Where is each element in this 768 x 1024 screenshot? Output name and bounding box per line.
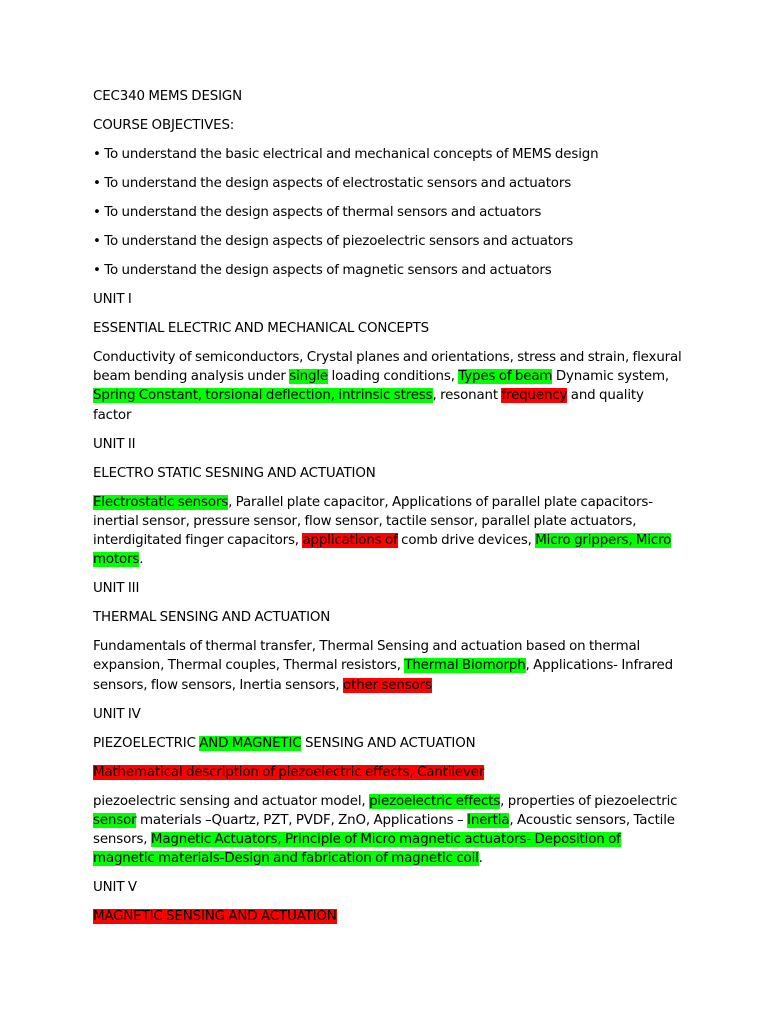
paragraph-6: [93, 261, 683, 280]
text-run: , Acoustic sensors, Tactile sensors,: [93, 812, 675, 848]
document-body: [93, 87, 683, 936]
paragraph-8: [93, 319, 683, 338]
highlight-green-text: Micro grippers, Micro motors: [93, 533, 672, 568]
text-run: loading conditions,: [328, 369, 459, 385]
paragraph-14: [93, 608, 683, 627]
text-run: UNIT I: [93, 292, 132, 307]
text-run: .: [139, 552, 144, 568]
highlight-green-text: Thermal Biomorph: [404, 658, 526, 674]
paragraph-21: [93, 907, 683, 926]
paragraph-0: [93, 87, 683, 106]
text-run: PIEZOELECTRIC: [93, 735, 200, 751]
text-run: • To understand the design aspects of magnetic sensors and actuators: [93, 263, 552, 278]
text-run: UNIT V: [93, 880, 137, 896]
highlight-green-text: Types of beam: [458, 369, 553, 385]
paragraph-5: [93, 232, 683, 251]
highlight-green-text: AND MAGNETIC: [199, 735, 302, 751]
paragraph-16: [93, 705, 683, 724]
text-run: materials –Quartz, PZT, PVDF, ZnO, Applications –: [136, 812, 468, 828]
text-run: CEC340 MEMS DESIGN: [93, 89, 243, 104]
paragraph-12: [93, 493, 683, 570]
text-run: and quality factor: [93, 388, 644, 423]
paragraph-7: [93, 290, 683, 309]
text-run: Fundamentals of thermal transfer, Thermal Sensing and actuation based on thermal expansion, Thermal couples, Thermal resistors,: [93, 639, 641, 674]
paragraph-11: [93, 464, 683, 483]
text-run: ESSENTIAL ELECTRIC AND MECHANICAL CONCEPTS: [93, 321, 430, 336]
text-run: SENSING AND ACTUATION: [301, 735, 476, 751]
highlight-green-text: piezoelectric effects: [369, 793, 501, 809]
text-run: , Applications- Infrared sensors, flow sensors, Inertia sensors,: [93, 658, 673, 693]
paragraph-1: [93, 116, 683, 135]
highlight-green-text: Magnetic Actuators, Principle of Micro magnetic actuators- Deposition of magnetic materials-Design and fabrication of magnetic coil: [93, 832, 621, 867]
text-run: , Parallel plate capacitor, Applications of parallel plate capacitors- inertial sensor, pressure sensor, flow sensor, tactile sensor, parallel plate actuators, interdigitated finger capacitors,: [93, 494, 653, 549]
highlight-green-text: Spring Constant, torsional deflection, intrinsic stress: [93, 388, 433, 404]
paragraph-17: [93, 734, 683, 753]
text-run: Dynamic system,: [552, 369, 669, 385]
paragraph-9: [93, 348, 683, 425]
text-run: , resonant: [432, 388, 502, 404]
text-run: • To understand the design aspects of electrostatic sensors and actuators: [93, 176, 572, 191]
paragraph-13: [93, 579, 683, 598]
text-run: • To understand the design aspects of piezoelectric sensors and actuators: [93, 234, 574, 249]
text-run: UNIT II: [93, 436, 136, 452]
text-run: ELECTRO STATIC SESNING AND ACTUATION: [93, 465, 376, 481]
highlight-green-text: sensor: [93, 812, 137, 828]
paragraph-18: [93, 763, 683, 782]
text-run: Conductivity of semiconductors, Crystal planes and orientations, stress and strain, flexural beam bending analysis under: [93, 350, 682, 385]
text-run: comb drive devices,: [397, 533, 536, 549]
paragraph-20: [93, 878, 683, 897]
highlight-red-text: Mathematical description of piezoelectric effects, Cantilever: [93, 764, 485, 780]
text-run: .: [478, 851, 483, 867]
text-run: THERMAL SENSING AND ACTUATION: [93, 610, 331, 626]
text-run: piezoelectric sensing and actuator model,: [93, 793, 370, 809]
text-run: UNIT IV: [93, 706, 141, 722]
paragraph-2: [93, 145, 683, 164]
text-run: UNIT III: [93, 581, 140, 597]
highlight-green-text: Electrostatic sensors: [93, 494, 229, 510]
highlight-green-text: single: [289, 369, 329, 385]
text-run: • To understand the basic electrical and mechanical concepts of MEMS design: [93, 147, 599, 162]
paragraph-19: [93, 792, 683, 869]
paragraph-4: [93, 203, 683, 222]
highlight-red-text: applications of: [302, 533, 398, 549]
paragraph-15: [93, 637, 683, 695]
text-run: , properties of piezoelectric: [500, 793, 678, 809]
highlight-green-text: Inertia: [467, 812, 510, 828]
highlight-red-text: frequency: [501, 388, 568, 404]
text-run: • To understand the design aspects of thermal sensors and actuators: [93, 205, 542, 220]
highlight-red-text: other sensors: [343, 677, 432, 693]
highlight-red-text: MAGNETIC SENSING AND ACTUATION: [93, 909, 337, 925]
paragraph-3: [93, 174, 683, 193]
text-run: COURSE OBJECTIVES:: [93, 118, 235, 133]
paragraph-10: [93, 435, 683, 454]
